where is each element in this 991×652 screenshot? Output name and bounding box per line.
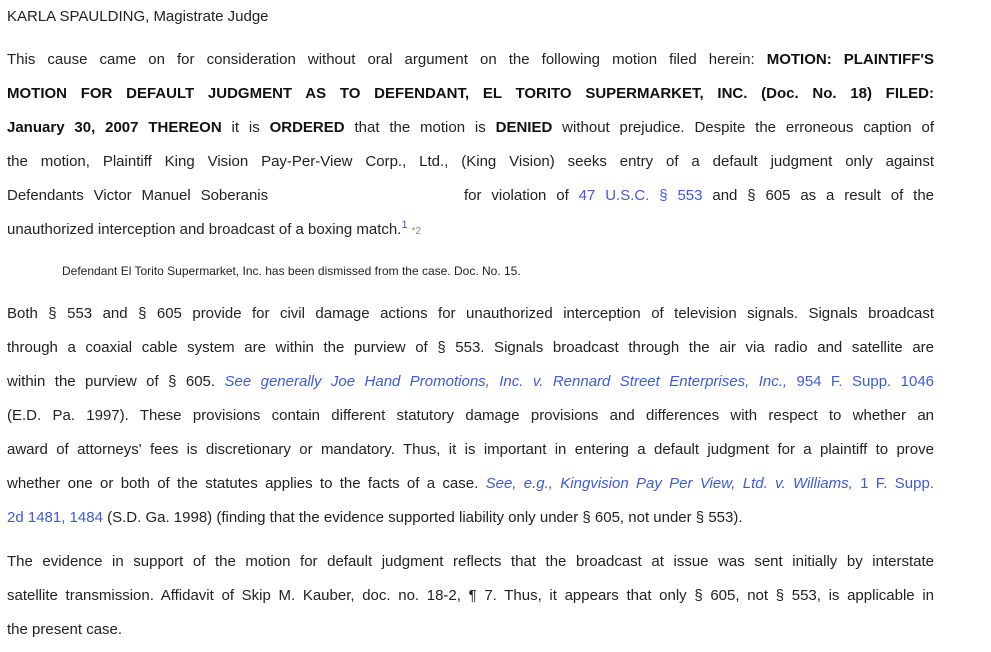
citation-link-1-f-supp[interactable]: 1 F. Supp. xyxy=(860,475,934,492)
motion-title-bold: MOTION FOR DEFAULT JUDGMENT AS TO DEFENDANT, EL TORITO SUPERMARKET, INC. (Doc. No. 18) FILED: xyxy=(7,85,934,102)
citation-link-954[interactable]: 954 F. Supp. 1046 xyxy=(796,373,935,390)
footnote-marker-link[interactable]: 1 xyxy=(401,219,408,231)
text: that the motion is xyxy=(354,119,486,136)
paragraph-line xyxy=(7,77,934,111)
paragraph-line xyxy=(7,43,934,77)
text: whether one or both of the statutes applies to the facts of a case. xyxy=(7,475,479,492)
paragraph-line: satellite transmission. Affidavit of Skip M. Kauber, doc. no. 18-2, ¶ 7. Thus, it appears that only § 605, not § 553, is applicable in xyxy=(7,587,934,604)
statute-link-553[interactable]: 47 U.S.C. § 553 xyxy=(578,187,703,204)
text: it is xyxy=(231,119,260,136)
paragraph-evidence xyxy=(7,545,934,647)
case-link-joe-hand[interactable]: See generally Joe Hand Promotions, Inc. v. Rennard Street Enterprises, Inc., xyxy=(224,373,788,390)
text: unauthorized interception and broadcast of a boxing match. xyxy=(7,221,402,238)
paragraph-line xyxy=(7,213,934,249)
paragraph-line xyxy=(7,467,934,501)
paragraph-line xyxy=(7,111,934,145)
footnote-text: Defendant El Torito Supermarket, Inc. has been dismissed from the case. Doc. No. 15. xyxy=(62,264,521,278)
text: Defendants Victor Manuel Soberanis xyxy=(7,187,269,204)
motion-title-bold: MOTION: PLAINTIFF'S xyxy=(766,51,934,68)
paragraph-motion xyxy=(7,43,934,249)
citation-link-2d-1481[interactable]: 2d 1481, 1484 xyxy=(7,509,103,526)
text: within the purview of § 605. xyxy=(7,373,216,390)
text: without prejudice. Despite the erroneous caption of xyxy=(562,119,935,136)
text: This cause came on for consideration without oral argument on the following motion filed herein: xyxy=(7,51,755,68)
paragraph-line xyxy=(7,501,934,535)
filed-date-bold: January 30, 2007 THEREON xyxy=(7,119,222,136)
judge-byline: KARLA SPAULDING, Magistrate Judge xyxy=(7,8,269,25)
paragraph-line: the motion, Plaintiff King Vision Pay-Per-View Corp., Ltd., (King Vision) seeks entry of a default judgment only against xyxy=(7,153,934,170)
text: (S.D. Ga. 1998) (finding that the evidence supported liability only under § 605, not under § 553). xyxy=(107,509,743,526)
paragraph-line xyxy=(7,179,934,213)
text: for violation of xyxy=(464,187,569,204)
paragraph-line: award of attorneys' fees is discretionary or mandatory. Thus, it is important in entering a default judgment for a plaintiff to prove xyxy=(7,441,934,458)
star-page-marker: *2 xyxy=(411,226,422,237)
paragraph-statutes xyxy=(7,297,934,535)
paragraph-line: the present case. xyxy=(7,621,123,638)
case-link-kingvision[interactable]: See, e.g., Kingvision Pay Per View, Ltd. v. Williams, xyxy=(485,475,853,492)
ordered-bold: ORDERED xyxy=(269,119,345,136)
paragraph-line: (E.D. Pa. 1997). These provisions contain different statutory damage provisions and differences with respect to whether an xyxy=(7,407,934,424)
paragraph-line xyxy=(7,365,934,399)
denied-bold: DENIED xyxy=(495,119,553,136)
paragraph-line: Both § 553 and § 605 provide for civil damage actions for unauthorized interception of television signals. Signals broadcast xyxy=(7,305,934,322)
text: and § 605 as a result of the xyxy=(712,187,935,204)
paragraph-line: through a coaxial cable system are within the purview of § 553. Signals broadcast through the air via radio and satellite are xyxy=(7,339,934,356)
paragraph-line: The evidence in support of the motion for default judgment reflects that the broadcast at issue was sent initially by interstate xyxy=(7,553,934,570)
